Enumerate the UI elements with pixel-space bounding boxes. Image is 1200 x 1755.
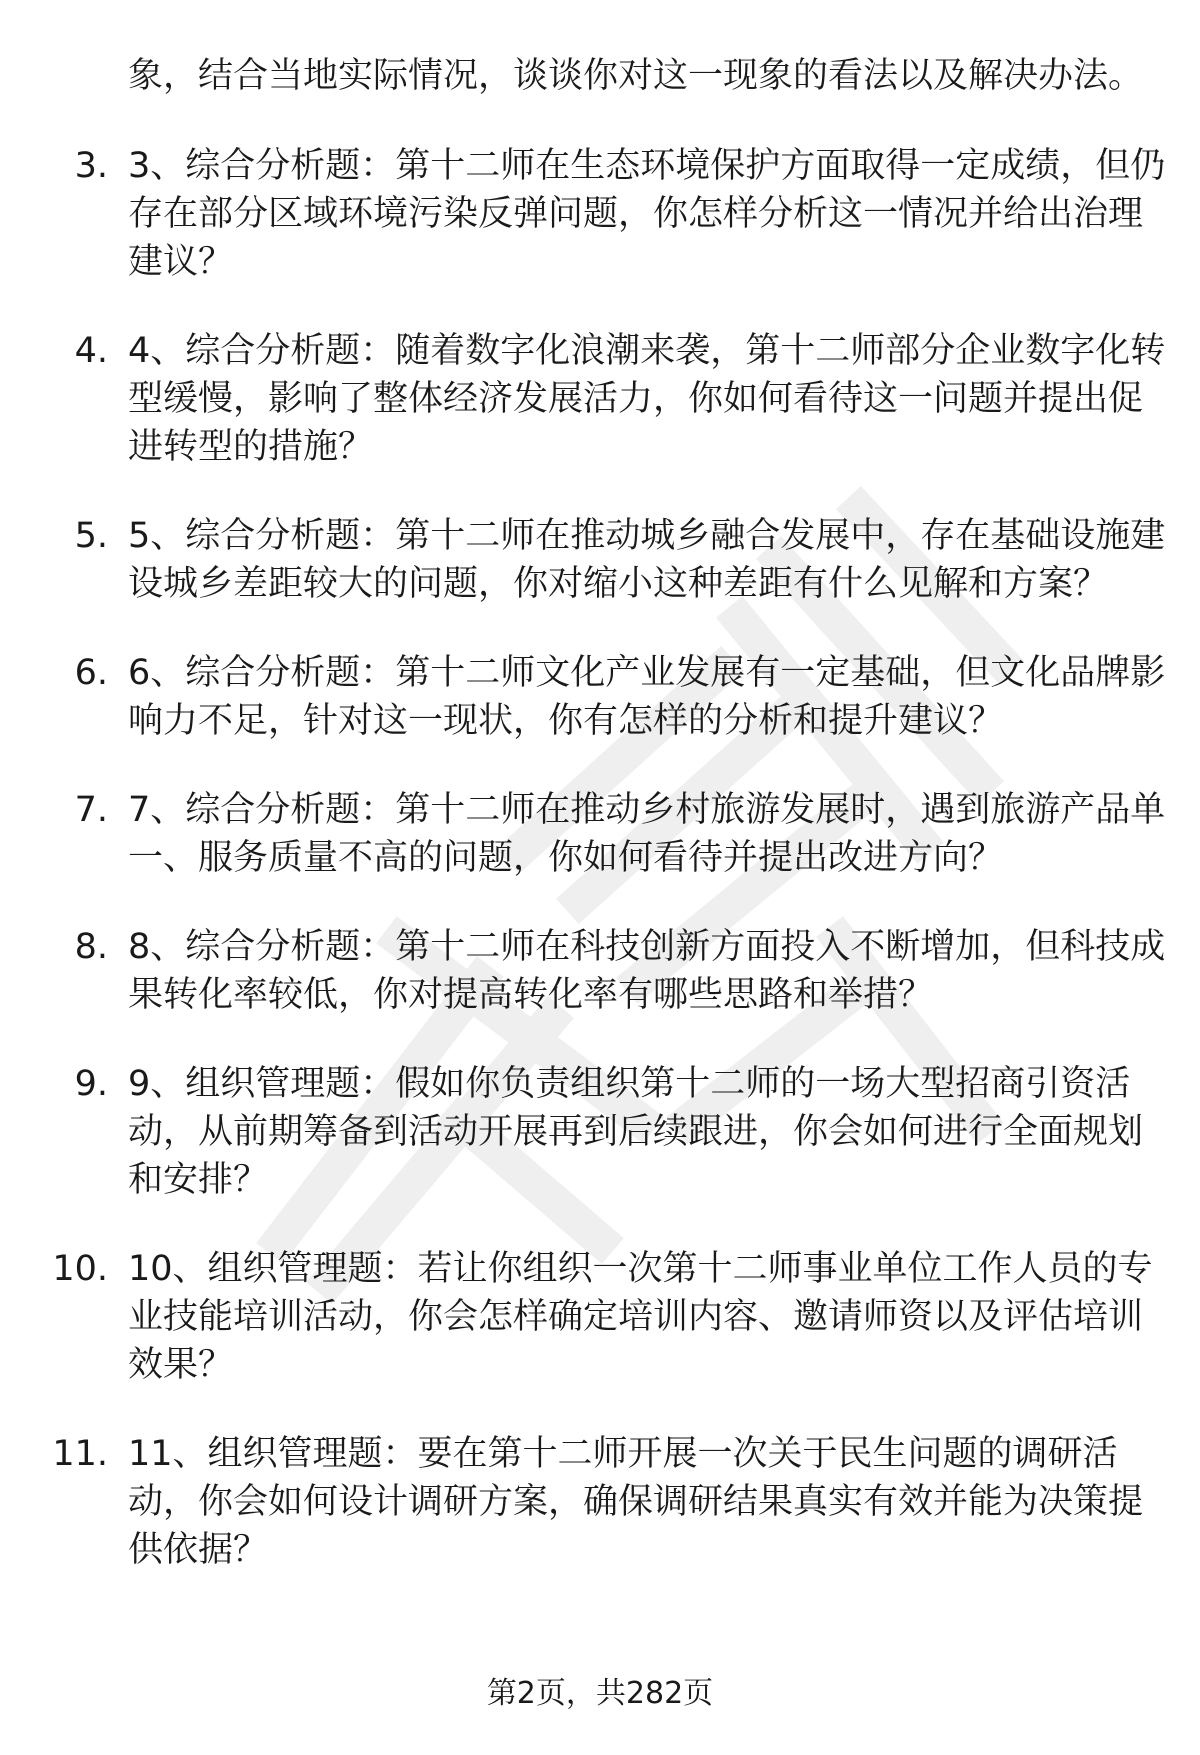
list-item [52,1245,1168,1389]
list-item-text: 9、组织管理题：假如你负责组织第十二师的一场大型招商引资活动，从前期筹备到活动开展再到后续跟进，你会如何进行全面规划和安排？ [128,1064,1144,1200]
list-item-number: 11. [52,1434,108,1474]
list-item [74,649,1168,745]
page-indicator: 第2页，共282页 [486,1676,714,1711]
list-item [52,1430,1168,1574]
question-list [0,52,1200,1615]
list-item-text: 8、综合分析题：第十二师在科技创新方面投入不断增加，但科技成果转化率较低，你对提高转化率有哪些思路和举措？ [128,927,1166,1015]
list-item-text: 6、综合分析题：第十二师文化产业发展有一定基础，但文化品牌影响力不足，针对这一现状，你有怎样的分析和提升建议？ [128,653,1166,741]
list-item [74,1060,1168,1204]
list-item-number: 6. [74,653,108,693]
list-item-number: 7. [74,790,108,830]
list-item-number: 8. [74,927,108,967]
list-item-number: 9. [74,1064,108,1104]
list-item [74,923,1168,1019]
list-item-number: 10. [52,1249,108,1289]
intro-paragraph: 象，结合当地实际情况，谈谈你对这一现象的看法以及解决办法。 [128,56,1144,96]
list-item [74,786,1168,882]
list-item [74,142,1168,286]
list-item-text: 5、综合分析题：第十二师在推动城乡融合发展中，存在基础设施建设城乡差距较大的问题，你对缩小这种差距有什么见解和方案？ [128,516,1166,604]
list-item-text: 10、组织管理题：若让你组织一次第十二师事业单位工作人员的专业技能培训活动，你会怎样确定培训内容、邀请师资以及评估培训效果？ [128,1249,1153,1385]
list-item-number: 5. [74,516,108,556]
list-item-text: 11、组织管理题：要在第十二师开展一次关于民生问题的调研活动，你会如何设计调研方案，确保调研结果真实有效并能为决策提供依据？ [128,1434,1144,1570]
list-item [74,512,1168,608]
list-item [74,327,1168,471]
list-item-number: 4. [74,331,108,371]
list-item-text: 4、综合分析题：随着数字化浪潮来袭，第十二师部分企业数字化转型缓慢，影响了整体经济发展活力，你如何看待这一问题并提出促进转型的措施？ [128,331,1166,467]
list-item-number: 3. [74,146,108,186]
list-item-text: 3、综合分析题：第十二师在生态环境保护方面取得一定成绩，但仍存在部分区域环境污染反弹问题，你怎样分析这一情况并给出治理建议？ [128,146,1166,282]
list-item-text: 7、综合分析题：第十二师在推动乡村旅游发展时，遇到旅游产品单一、服务质量不高的问题，你如何看待并提出改进方向？ [128,790,1166,878]
